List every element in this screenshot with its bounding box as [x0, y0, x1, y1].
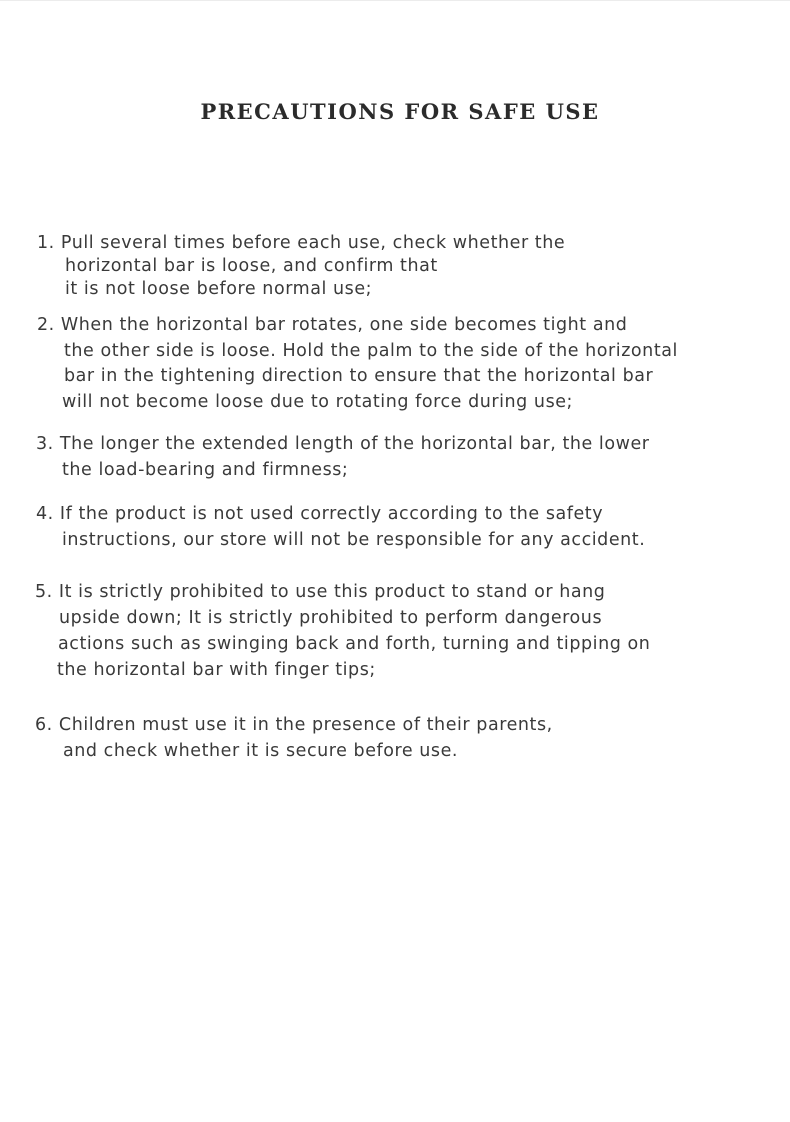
item-number: 4.	[36, 504, 54, 524]
precaution-line	[36, 501, 645, 527]
precaution-line	[35, 579, 650, 605]
precaution-line	[37, 313, 678, 339]
precaution-line: horizontal bar is loose, and confirm that	[65, 256, 438, 276]
precaution-text: Children must use it in the presence of their parents,	[58, 715, 553, 735]
precaution-line	[37, 232, 565, 255]
page-title: PRECAUTIONS FOR SAFE USE	[200, 99, 600, 124]
precaution-line	[36, 431, 650, 457]
precaution-line: instructions, our store will not be responsible for any accident.	[62, 530, 646, 550]
precaution-line	[35, 712, 553, 738]
precaution-line: it is not loose before normal use;	[65, 279, 373, 299]
precaution-item-4	[36, 501, 645, 553]
item-number: 6.	[35, 715, 53, 735]
item-number: 5.	[35, 582, 53, 602]
precaution-item-2	[37, 313, 678, 415]
precaution-text: If the product is not used correctly according to the safety	[59, 504, 604, 524]
item-number: 3.	[36, 434, 54, 454]
precaution-text: The longer the extended length of the horizontal bar, the lower	[59, 434, 650, 454]
precaution-line: bar in the tightening direction to ensure that the horizontal bar	[64, 366, 654, 386]
precaution-item-6	[35, 712, 553, 764]
item-number: 1.	[37, 233, 55, 253]
precaution-line: will not become loose due to rotating force during use;	[62, 391, 574, 412]
item-number: 2.	[37, 315, 55, 335]
precaution-text: When the horizontal bar rotates, one side becomes tight and	[60, 315, 628, 335]
precaution-line: actions such as swinging back and forth, turning and tipping on	[58, 634, 651, 654]
precaution-text: Pull several times before each use, check whether the	[60, 233, 566, 253]
precaution-item-3	[36, 431, 650, 483]
precaution-line: the other side is loose. Hold the palm to the side of the horizontal	[64, 340, 678, 361]
precaution-text: It is strictly prohibited to use this product to stand or hang	[58, 582, 606, 602]
precaution-item-5	[35, 579, 650, 683]
precaution-line: the load-bearing and firmness;	[62, 460, 349, 480]
precaution-line: and check whether it is secure before use.	[63, 741, 459, 761]
precaution-item-1	[37, 232, 565, 301]
precaution-line: the horizontal bar with finger tips;	[57, 660, 376, 680]
precaution-line: upside down; It is strictly prohibited to perform dangerous	[59, 608, 603, 628]
